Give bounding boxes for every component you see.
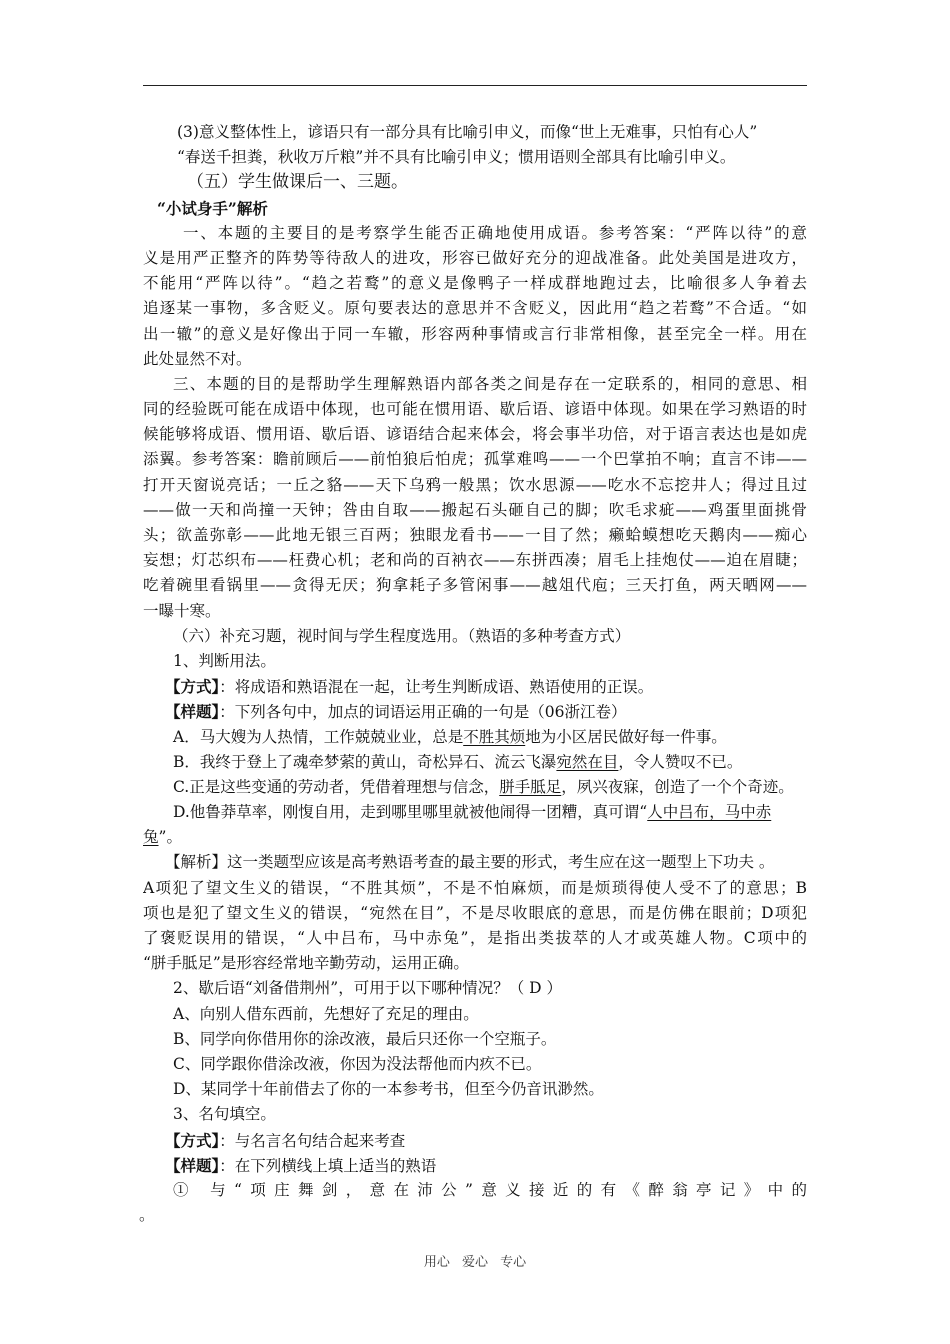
method-text: ：将成语和熟语混在一起，让考生判断成语、熟语使用的正误。: [219, 678, 654, 697]
method-tag: 【方式】: [165, 1130, 220, 1150]
option-d: [143, 800, 807, 825]
paragraph-line: 头；欲盖弥彰——此地无银三百两；独眼龙看书——一目了然；癞蛤蟆想吃天鹅肉——痴心: [143, 526, 807, 544]
paragraph-line: 一曝十寒。: [143, 601, 221, 620]
paragraph-line: 不能用“严阵以待”。“趋之若鹜”的意义是像鸭子一样成群地跑过去，比喻很多人争着去: [143, 274, 807, 293]
sample-text: ：下列各句中，加点的词语运用正确的一句是（06浙江卷）: [219, 703, 627, 722]
option-text: D.他鲁莽草率，刚愎自用，走到哪里哪里就被他闹得一团糟，真可谓“: [173, 803, 648, 822]
sample-line: [143, 1153, 807, 1178]
option-text: ，夙兴夜寐，创造了一个个奇迹。: [561, 777, 794, 796]
paragraph-line: 出一辙”的意义是好像出于同一车辙，形容两种事情或言行非常相像，甚至完全一样。用在: [143, 324, 807, 343]
option-text: 地为小区居民做好每一件事。: [525, 727, 727, 746]
option-text: A．马大嫂为人热情，工作兢兢业业，总是: [173, 727, 464, 746]
analysis-line: 了褒贬误用的错误，“人中吕布，马中赤兔”，是指出类拔萃的人才或英雄人物。C项中的: [143, 929, 807, 947]
option-a: A、向别人借东西前，先想好了充足的理由。: [173, 1004, 479, 1023]
paragraph-line: ——做一天和尚撞一天钟；咎由自取——搬起石头砸自己的脚；吹毛求疵——鸡蛋里面挑骨: [143, 500, 807, 519]
method-line: [143, 674, 807, 699]
underlined-term: 人中吕布，马中赤: [647, 803, 772, 822]
fill-item: ① 与“项庄舞剑，意在沛公”意义接近的有《醉翁亭记》中的: [173, 1180, 807, 1199]
sample-tag: 【样题】: [165, 1155, 220, 1175]
sample-tag: 【样题】: [165, 702, 220, 722]
paragraph-line: 此处显然不对。: [143, 349, 252, 368]
analysis-line: 【解析】这一类题型应该是高考熟语考查的最主要的形式，考生应在这一题型上下功夫 。: [165, 853, 775, 872]
section-heading-5: （五）学生做课后一、三题。: [187, 172, 408, 193]
question-title: 1、判断用法。: [173, 651, 276, 670]
analysis-line: “胼手胝足”是形容经常地辛勤劳动，运用正确。: [143, 954, 469, 973]
fill-item-end: 。: [139, 1206, 155, 1225]
option-text: C.正是这些变通的劳动者，凭借着理想与信念，: [173, 777, 500, 796]
section-heading-6: （六）补充习题，视时间与学生程度选用。（熟语的多种考查方式）: [173, 626, 631, 645]
paragraph-line: 同的经验既可能在成语中体现，也可能在惯用语、歇后语、谚语中体现。如果在学习熟语的时: [143, 400, 807, 419]
paragraph-line: 打开天窗说亮话；一丘之貉——天下乌鸦一般黑；饮水思源——吃水不忘挖井人；得过且过: [143, 475, 807, 494]
paragraph-line: 一、本题的主要目的是考察学生能否正确地使用成语。参考答案：“严阵以待”的意: [183, 223, 807, 242]
paragraph-line: 妄想；灯芯织布——枉费心机；老和尚的百衲衣——东拼西凑；眉毛上挂炮仗——迫在眉睫；: [143, 551, 807, 570]
paragraph-line: 添翼。参考答案：瞻前顾后——前怕狼后怕虎；孤掌难鸣——一个巴掌拍不响；直言不讳——: [143, 450, 807, 469]
paragraph-line: 吃着碗里看锅里——贪得无厌；狗拿耗子多管闲事——越俎代庖；三天打鱼，两天晒网——: [143, 576, 807, 595]
analysis-heading: “小试身手”解析: [157, 198, 268, 218]
option-text: ，令人赞叹不已。: [618, 752, 743, 771]
option-text: B．我终于登上了魂牵梦萦的黄山，奇松异石、流云飞瀑: [173, 752, 557, 771]
question-title: 2、歇后语“刘备借荆州”，可用于以下哪种情况？（ D ）: [173, 979, 562, 998]
underlined-term: 宛然在目: [556, 752, 619, 771]
option-d: D、某同学十年前借去了你的一本参考书，但至今仍音讯渺然。: [173, 1080, 604, 1099]
underlined-term: 兔: [143, 828, 159, 847]
option-b: [143, 750, 807, 775]
paragraph-line: 追逐某一事物，多含贬义。原句要表达的意思并不含贬义，因此用“趋之若鹜”不合适。“如: [143, 299, 807, 318]
paragraph-line: 义是用严正整齐的阵势等待敌人的进攻，形容已做好充分的迎战准备。此处美国是进攻方，: [143, 248, 807, 267]
paragraph-line: “春送千担粪，秋收万斤粮”并不具有比喻引申义；惯用语则全部具有比喻引申义。: [177, 148, 736, 167]
document-body: [139, 120, 807, 1228]
method-tag: 【方式】: [165, 677, 220, 697]
underlined-term: 胼手胝足: [499, 777, 562, 796]
header-rule: [143, 85, 807, 86]
method-text: ：与名言名句结合起来考查: [219, 1131, 406, 1150]
method-line: [143, 1128, 807, 1153]
analysis-line: A项犯了望文生义的错误，“不胜其烦”，不是不怕麻烦，而是烦琐得使人受不了的意思；B: [143, 878, 807, 897]
option-c: [143, 775, 807, 800]
sample-text: ：在下列横线上填上适当的熟语: [219, 1156, 437, 1175]
option-a: [143, 725, 807, 750]
option-b: B、同学向你借用你的涂改液，最后只还你一个空瓶子。: [173, 1029, 557, 1048]
sample-line: [143, 699, 807, 724]
option-d-continued: [143, 825, 807, 850]
question-title: 3、名句填空。: [173, 1105, 276, 1124]
underlined-term: 不胜其烦: [463, 727, 526, 746]
option-text: ”。: [158, 828, 182, 847]
paragraph-line: 候能够将成语、惯用语、歇后语、谚语结合起来体会，将会事半功倍，对于语言表达也是如虎: [143, 425, 807, 444]
analysis-line: 项也是犯了望文生义的错误，“宛然在目”，不是尽收眼底的意思，而是仿佛在眼前；D项犯: [143, 903, 807, 922]
page-footer: 用心 爱心 专心: [423, 1255, 527, 1270]
option-c: C、同学跟你借涂改液，你因为没法帮他而内疚不已。: [173, 1054, 542, 1073]
paragraph-line: (3)意义整体性上，谚语只有一部分具有比喻引申义，而像“世上无难事，只怕有心人”: [177, 123, 758, 141]
paragraph-line: 三、本题的目的是帮助学生理解熟语内部各类之间是存在一定联系的，相同的意思、相: [173, 374, 807, 393]
